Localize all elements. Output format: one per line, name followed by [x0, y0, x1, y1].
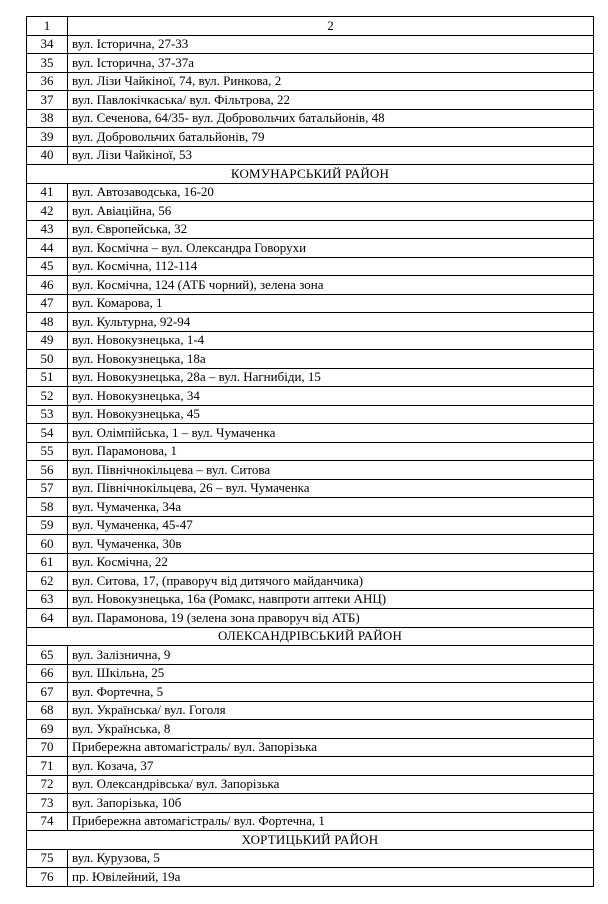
row-number: 47: [27, 294, 68, 313]
row-number: 63: [27, 590, 68, 609]
row-address: вул. Українська, 8: [68, 720, 594, 739]
district-heading-row: [27, 627, 594, 646]
table-row: [27, 331, 594, 350]
table-row: [27, 54, 594, 73]
table-row: [27, 146, 594, 165]
district-heading-row: [27, 831, 594, 850]
row-number: 60: [27, 535, 68, 554]
district-heading: ОЛЕКСАНДРІВСЬКИЙ РАЙОН: [27, 627, 594, 646]
table-row: [27, 849, 594, 868]
row-number: 43: [27, 220, 68, 239]
table-row: [27, 128, 594, 147]
row-address: вул. Козача, 37: [68, 757, 594, 776]
table-row: [27, 701, 594, 720]
table-row: [27, 313, 594, 332]
row-address: вул. Новокузнецька, 16а (Ромакс, навпроти аптеки АНЦ): [68, 590, 594, 609]
row-address: вул. Запорізька, 10б: [68, 794, 594, 813]
row-address: вул. Космічна, 112-114: [68, 257, 594, 276]
row-address: вул. Північнокільцева – вул. Ситова: [68, 461, 594, 480]
address-table: [26, 16, 594, 887]
row-number: 55: [27, 442, 68, 461]
row-number: 56: [27, 461, 68, 480]
row-address: вул. Олімпійська, 1 – вул. Чумаченка: [68, 424, 594, 443]
row-number: 52: [27, 387, 68, 406]
row-address: вул. Чумаченка, 45-47: [68, 516, 594, 535]
row-address: вул. Авіаційна, 56: [68, 202, 594, 221]
row-number: 75: [27, 849, 68, 868]
row-number: 66: [27, 664, 68, 683]
table-row: [27, 683, 594, 702]
table-header-row: [27, 17, 594, 36]
header-col-2: 2: [68, 17, 594, 36]
row-address: вул. Добровольчих батальйонів, 79: [68, 128, 594, 147]
table-row: [27, 109, 594, 128]
row-address: вул. Парамонова, 1: [68, 442, 594, 461]
row-address: вул. Новокузнецька, 45: [68, 405, 594, 424]
row-number: 61: [27, 553, 68, 572]
row-address: вул. Космічна, 22: [68, 553, 594, 572]
row-number: 49: [27, 331, 68, 350]
row-address: вул. Історична, 27-33: [68, 35, 594, 54]
table-row: [27, 794, 594, 813]
row-address: вул. Чумаченка, 34а: [68, 498, 594, 517]
row-address: Прибережна автомагістраль/ вул. Фортечна, 1: [68, 812, 594, 831]
table-row: [27, 757, 594, 776]
row-number: 35: [27, 54, 68, 73]
table-row: [27, 276, 594, 295]
row-address: вул. Курузова, 5: [68, 849, 594, 868]
table-row: [27, 720, 594, 739]
row-number: 42: [27, 202, 68, 221]
row-number: 67: [27, 683, 68, 702]
row-number: 68: [27, 701, 68, 720]
district-heading-row: [27, 165, 594, 184]
row-address: вул. Новокузнецька, 18а: [68, 350, 594, 369]
table-row: [27, 350, 594, 369]
table-row: [27, 775, 594, 794]
table-row: [27, 183, 594, 202]
row-number: 45: [27, 257, 68, 276]
row-address: вул. Лізи Чайкіної, 53: [68, 146, 594, 165]
row-number: 71: [27, 757, 68, 776]
table-row: [27, 516, 594, 535]
table-row: [27, 868, 594, 887]
row-address: вул. Європейська, 32: [68, 220, 594, 239]
table-row: [27, 590, 594, 609]
row-number: 58: [27, 498, 68, 517]
row-address: вул. Новокузнецька, 34: [68, 387, 594, 406]
row-address: вул. Шкільна, 25: [68, 664, 594, 683]
district-heading: КОМУНАРСЬКИЙ РАЙОН: [27, 165, 594, 184]
row-number: 39: [27, 128, 68, 147]
row-number: 59: [27, 516, 68, 535]
table-row: [27, 220, 594, 239]
table-row: [27, 405, 594, 424]
row-number: 69: [27, 720, 68, 739]
table-row: [27, 202, 594, 221]
table-row: [27, 572, 594, 591]
row-number: 48: [27, 313, 68, 332]
row-address: вул. Олександрівська/ вул. Запорізька: [68, 775, 594, 794]
table-row: [27, 646, 594, 665]
row-number: 41: [27, 183, 68, 202]
table-row: [27, 609, 594, 628]
row-address: вул. Комарова, 1: [68, 294, 594, 313]
row-number: 44: [27, 239, 68, 258]
table-row: [27, 387, 594, 406]
row-address: вул. Українська/ вул. Гоголя: [68, 701, 594, 720]
row-address: вул. Автозаводська, 16-20: [68, 183, 594, 202]
table-row: [27, 424, 594, 443]
table-row: [27, 72, 594, 91]
table-row: [27, 461, 594, 480]
row-number: 73: [27, 794, 68, 813]
row-number: 65: [27, 646, 68, 665]
table-row: [27, 442, 594, 461]
row-number: 38: [27, 109, 68, 128]
table-row: [27, 738, 594, 757]
row-address: вул. Чумаченка, 30в: [68, 535, 594, 554]
row-address: вул. Космічна, 124 (АТБ чорний), зелена зона: [68, 276, 594, 295]
row-address: вул. Сеченова, 64/35- вул. Добровольчих батальйонів, 48: [68, 109, 594, 128]
row-number: 50: [27, 350, 68, 369]
row-number: 51: [27, 368, 68, 387]
row-address: вул. Північнокільцева, 26 – вул. Чумаченка: [68, 479, 594, 498]
row-address: вул. Новокузнецька, 28а – вул. Нагнибіди, 15: [68, 368, 594, 387]
row-number: 40: [27, 146, 68, 165]
row-number: 62: [27, 572, 68, 591]
row-number: 37: [27, 91, 68, 110]
row-address: вул. Парамонова, 19 (зелена зона праворуч від АТБ): [68, 609, 594, 628]
row-number: 74: [27, 812, 68, 831]
row-number: 76: [27, 868, 68, 887]
row-address: вул. Павлокічкаська/ вул. Фільтрова, 22: [68, 91, 594, 110]
table-row: [27, 257, 594, 276]
table-row: [27, 498, 594, 517]
table-row: [27, 368, 594, 387]
row-address: пр. Ювілейний, 19а: [68, 868, 594, 887]
table-row: [27, 91, 594, 110]
row-address: вул. Історична, 37-37а: [68, 54, 594, 73]
row-number: 64: [27, 609, 68, 628]
row-number: 70: [27, 738, 68, 757]
row-number: 34: [27, 35, 68, 54]
row-number: 54: [27, 424, 68, 443]
table-row: [27, 664, 594, 683]
row-address: Прибережна автомагістраль/ вул. Запорізька: [68, 738, 594, 757]
row-number: 46: [27, 276, 68, 295]
row-address: вул. Лізи Чайкіної, 74, вул. Ринкова, 2: [68, 72, 594, 91]
table-row: [27, 294, 594, 313]
row-address: вул. Фортечна, 5: [68, 683, 594, 702]
row-number: 36: [27, 72, 68, 91]
row-number: 57: [27, 479, 68, 498]
row-address: вул. Залізнична, 9: [68, 646, 594, 665]
row-address: вул. Ситова, 17, (праворуч від дитячого майданчика): [68, 572, 594, 591]
table-row: [27, 479, 594, 498]
row-address: вул. Новокузнецька, 1-4: [68, 331, 594, 350]
row-address: вул. Космічна – вул. Олександра Говорухи: [68, 239, 594, 258]
address-table-body: [27, 17, 594, 887]
table-row: [27, 239, 594, 258]
table-row: [27, 535, 594, 554]
table-row: [27, 812, 594, 831]
table-row: [27, 35, 594, 54]
row-address: вул. Культурна, 92-94: [68, 313, 594, 332]
row-number: 53: [27, 405, 68, 424]
row-number: 72: [27, 775, 68, 794]
header-col-1: 1: [27, 17, 68, 36]
district-heading: ХОРТИЦЬКИЙ РАЙОН: [27, 831, 594, 850]
table-row: [27, 553, 594, 572]
